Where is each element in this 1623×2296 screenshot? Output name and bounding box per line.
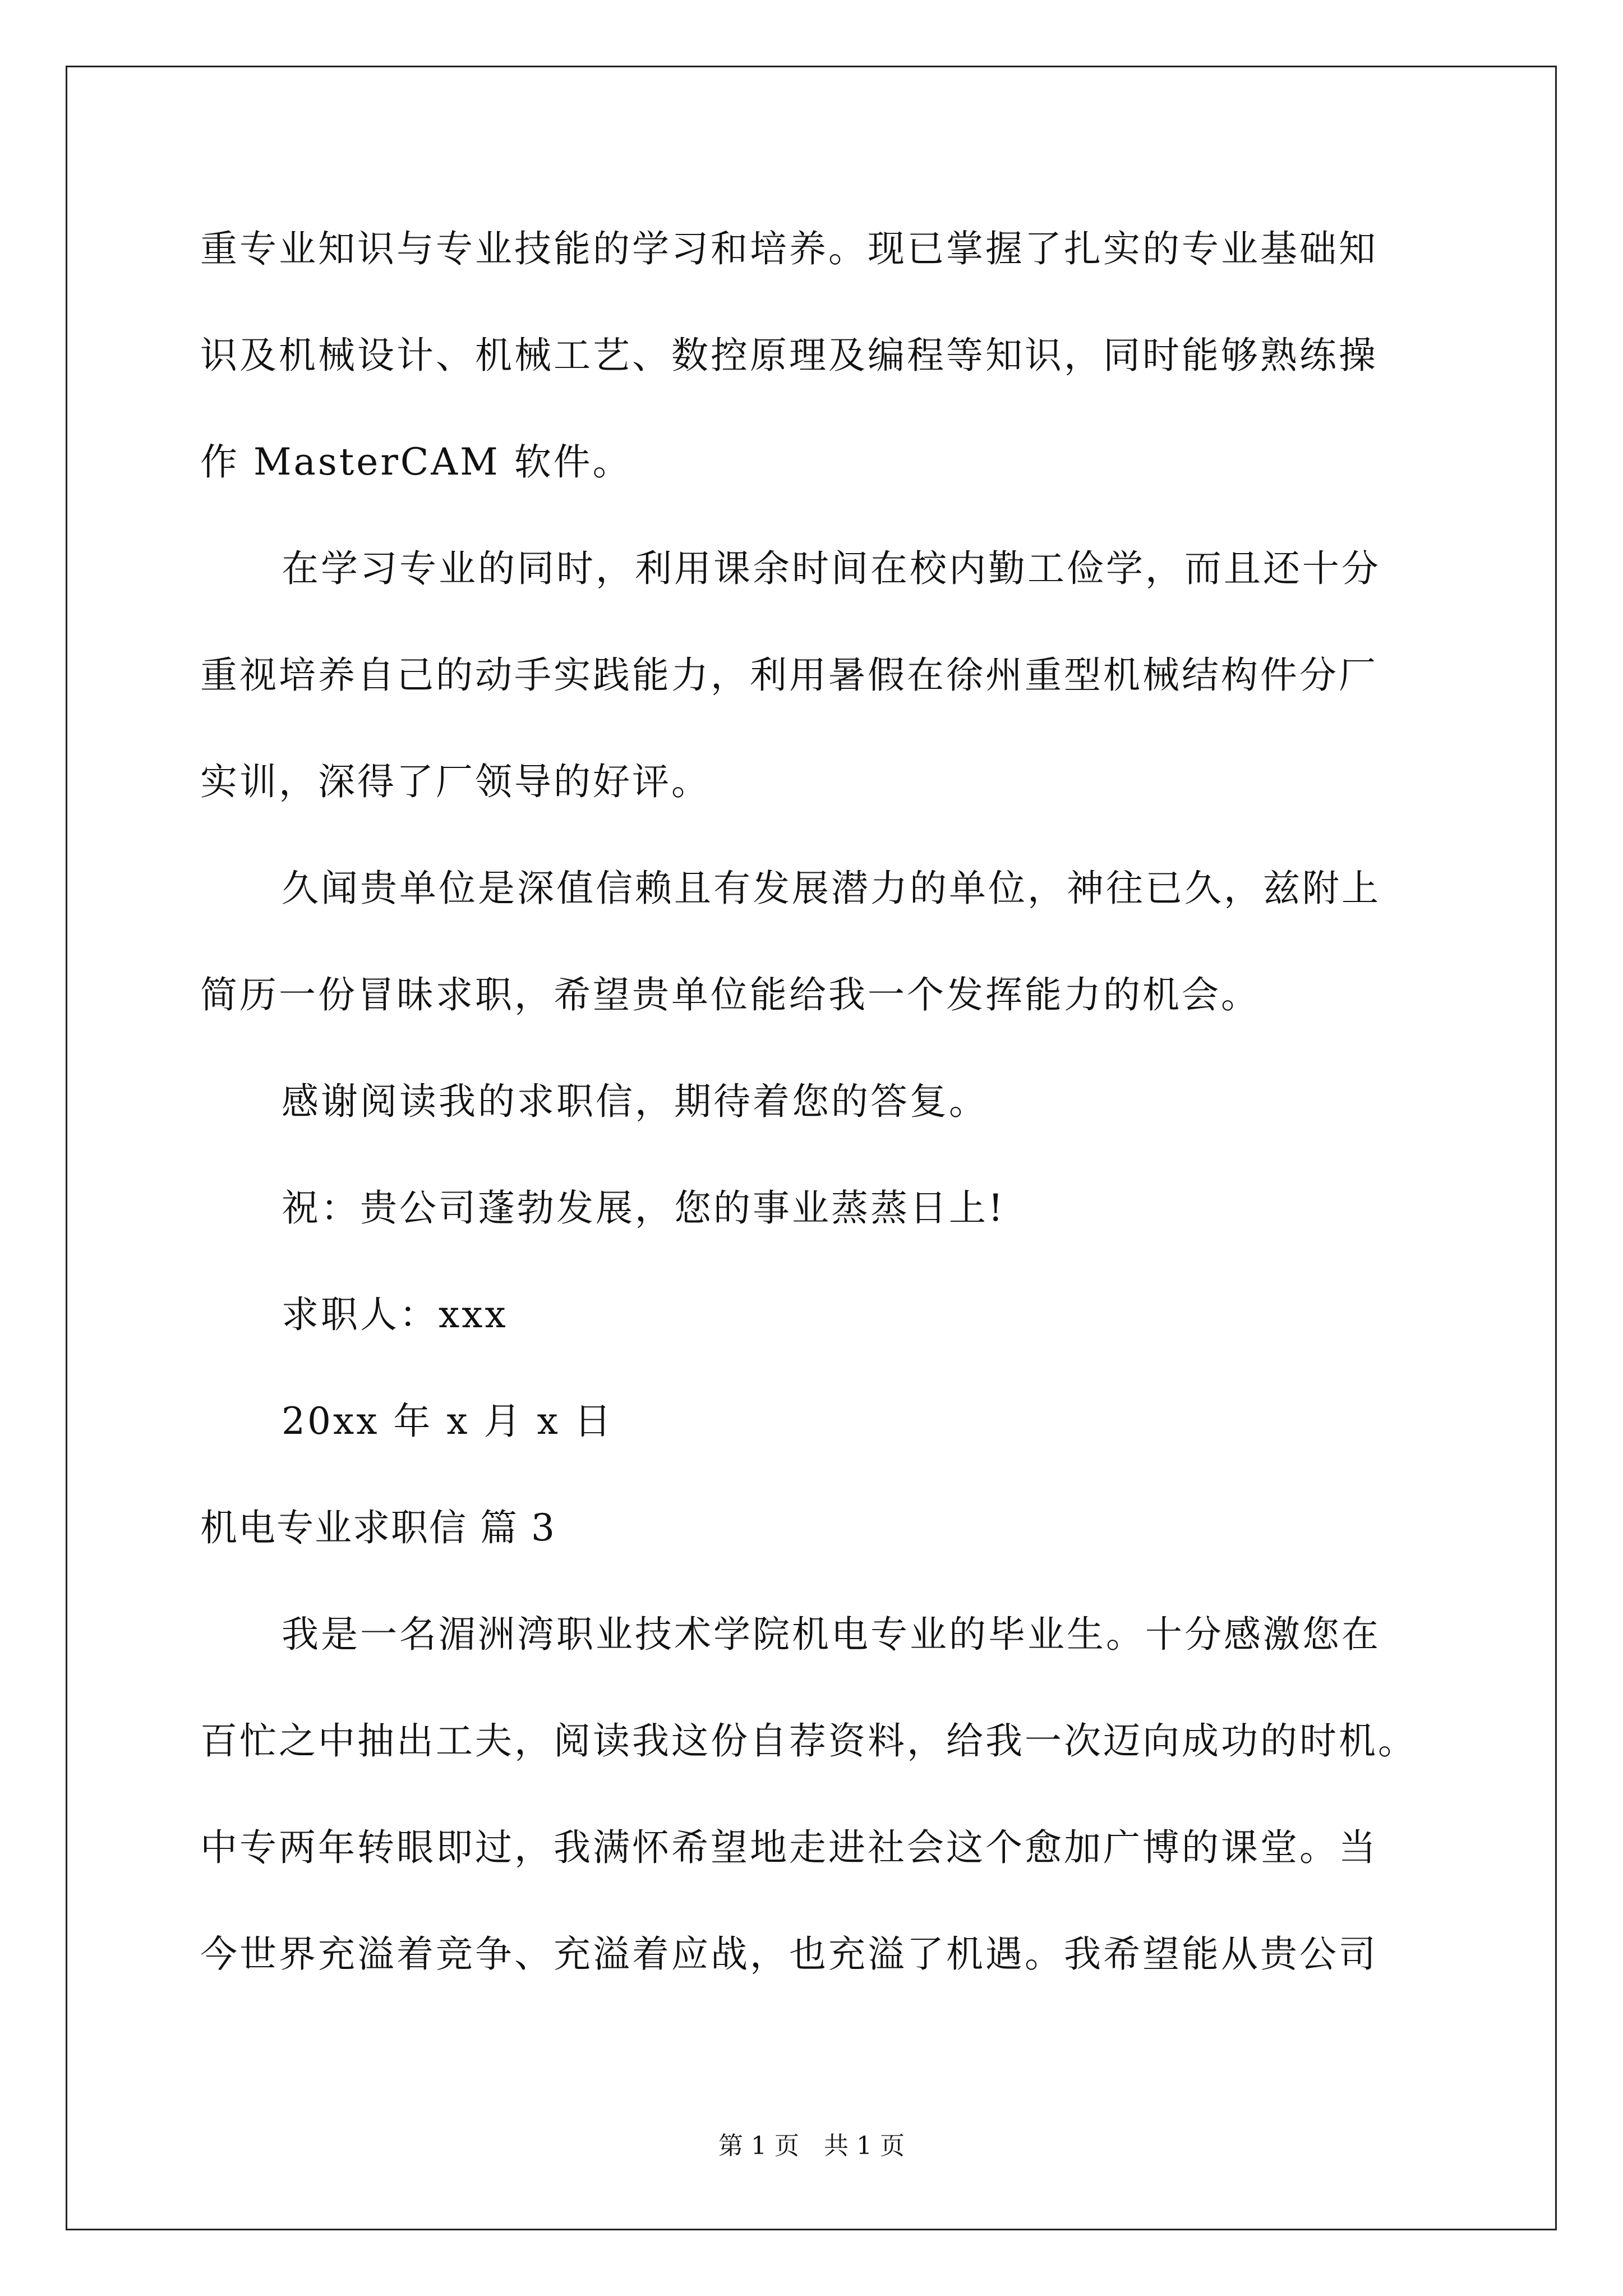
body-line: 百忙之中抽出工夫，阅读我这份自荐资料，给我一次迈向成功的时机。: [200, 1719, 1417, 1763]
closing-line: 祝：贵公司蓬勃发展，您的事业蒸蒸日上!: [282, 1186, 1006, 1230]
body-line: 识及机械设计、机械工艺、数控原理及编程等知识，同时能够熟练操: [200, 334, 1378, 377]
body-line: 作 MasterCAM 软件。: [200, 440, 632, 484]
body-line: 久闻贵单位是深值信赖且有发展潜力的单位，神往已久，兹附上: [282, 867, 1381, 910]
body-line: 实训，深得了厂领导的好评。: [200, 760, 711, 803]
section-heading: 机电专业求职信 篇 3: [200, 1506, 556, 1549]
body-line: 今世界充溢着竞争、充溢着应战，也充溢了机遇。我希望能从贵公司: [200, 1932, 1378, 1976]
body-line: 在学习专业的同时，利用课余时间在校内勤工俭学，而且还十分: [282, 547, 1381, 590]
signature-line: 求职人：xxx: [282, 1293, 508, 1336]
page-number: 第 1 页 共 1 页: [718, 2132, 905, 2160]
body-line: 重视培养自己的动手实践能力，利用暑假在徐州重型机械结构件分厂: [200, 654, 1378, 697]
body-line: 感谢阅读我的求职信，期待着您的答复。: [282, 1080, 988, 1123]
body-line: 中专两年转眼即过，我满怀希望地走进社会这个愈加广博的课堂。当: [200, 1826, 1378, 1869]
body-line: 简历一份冒昧求职，希望贵单位能给我一个发挥能力的机会。: [200, 973, 1260, 1016]
body-line: 重专业知识与专业技能的学习和培养。现已掌握了扎实的专业基础知: [200, 227, 1378, 270]
page-border: [66, 66, 1557, 2230]
body-line: 我是一名湄洲湾职业技术学院机电专业的毕业生。十分感激您在: [282, 1613, 1381, 1656]
date-line: 20xx 年 x 月 x 日: [282, 1400, 614, 1443]
